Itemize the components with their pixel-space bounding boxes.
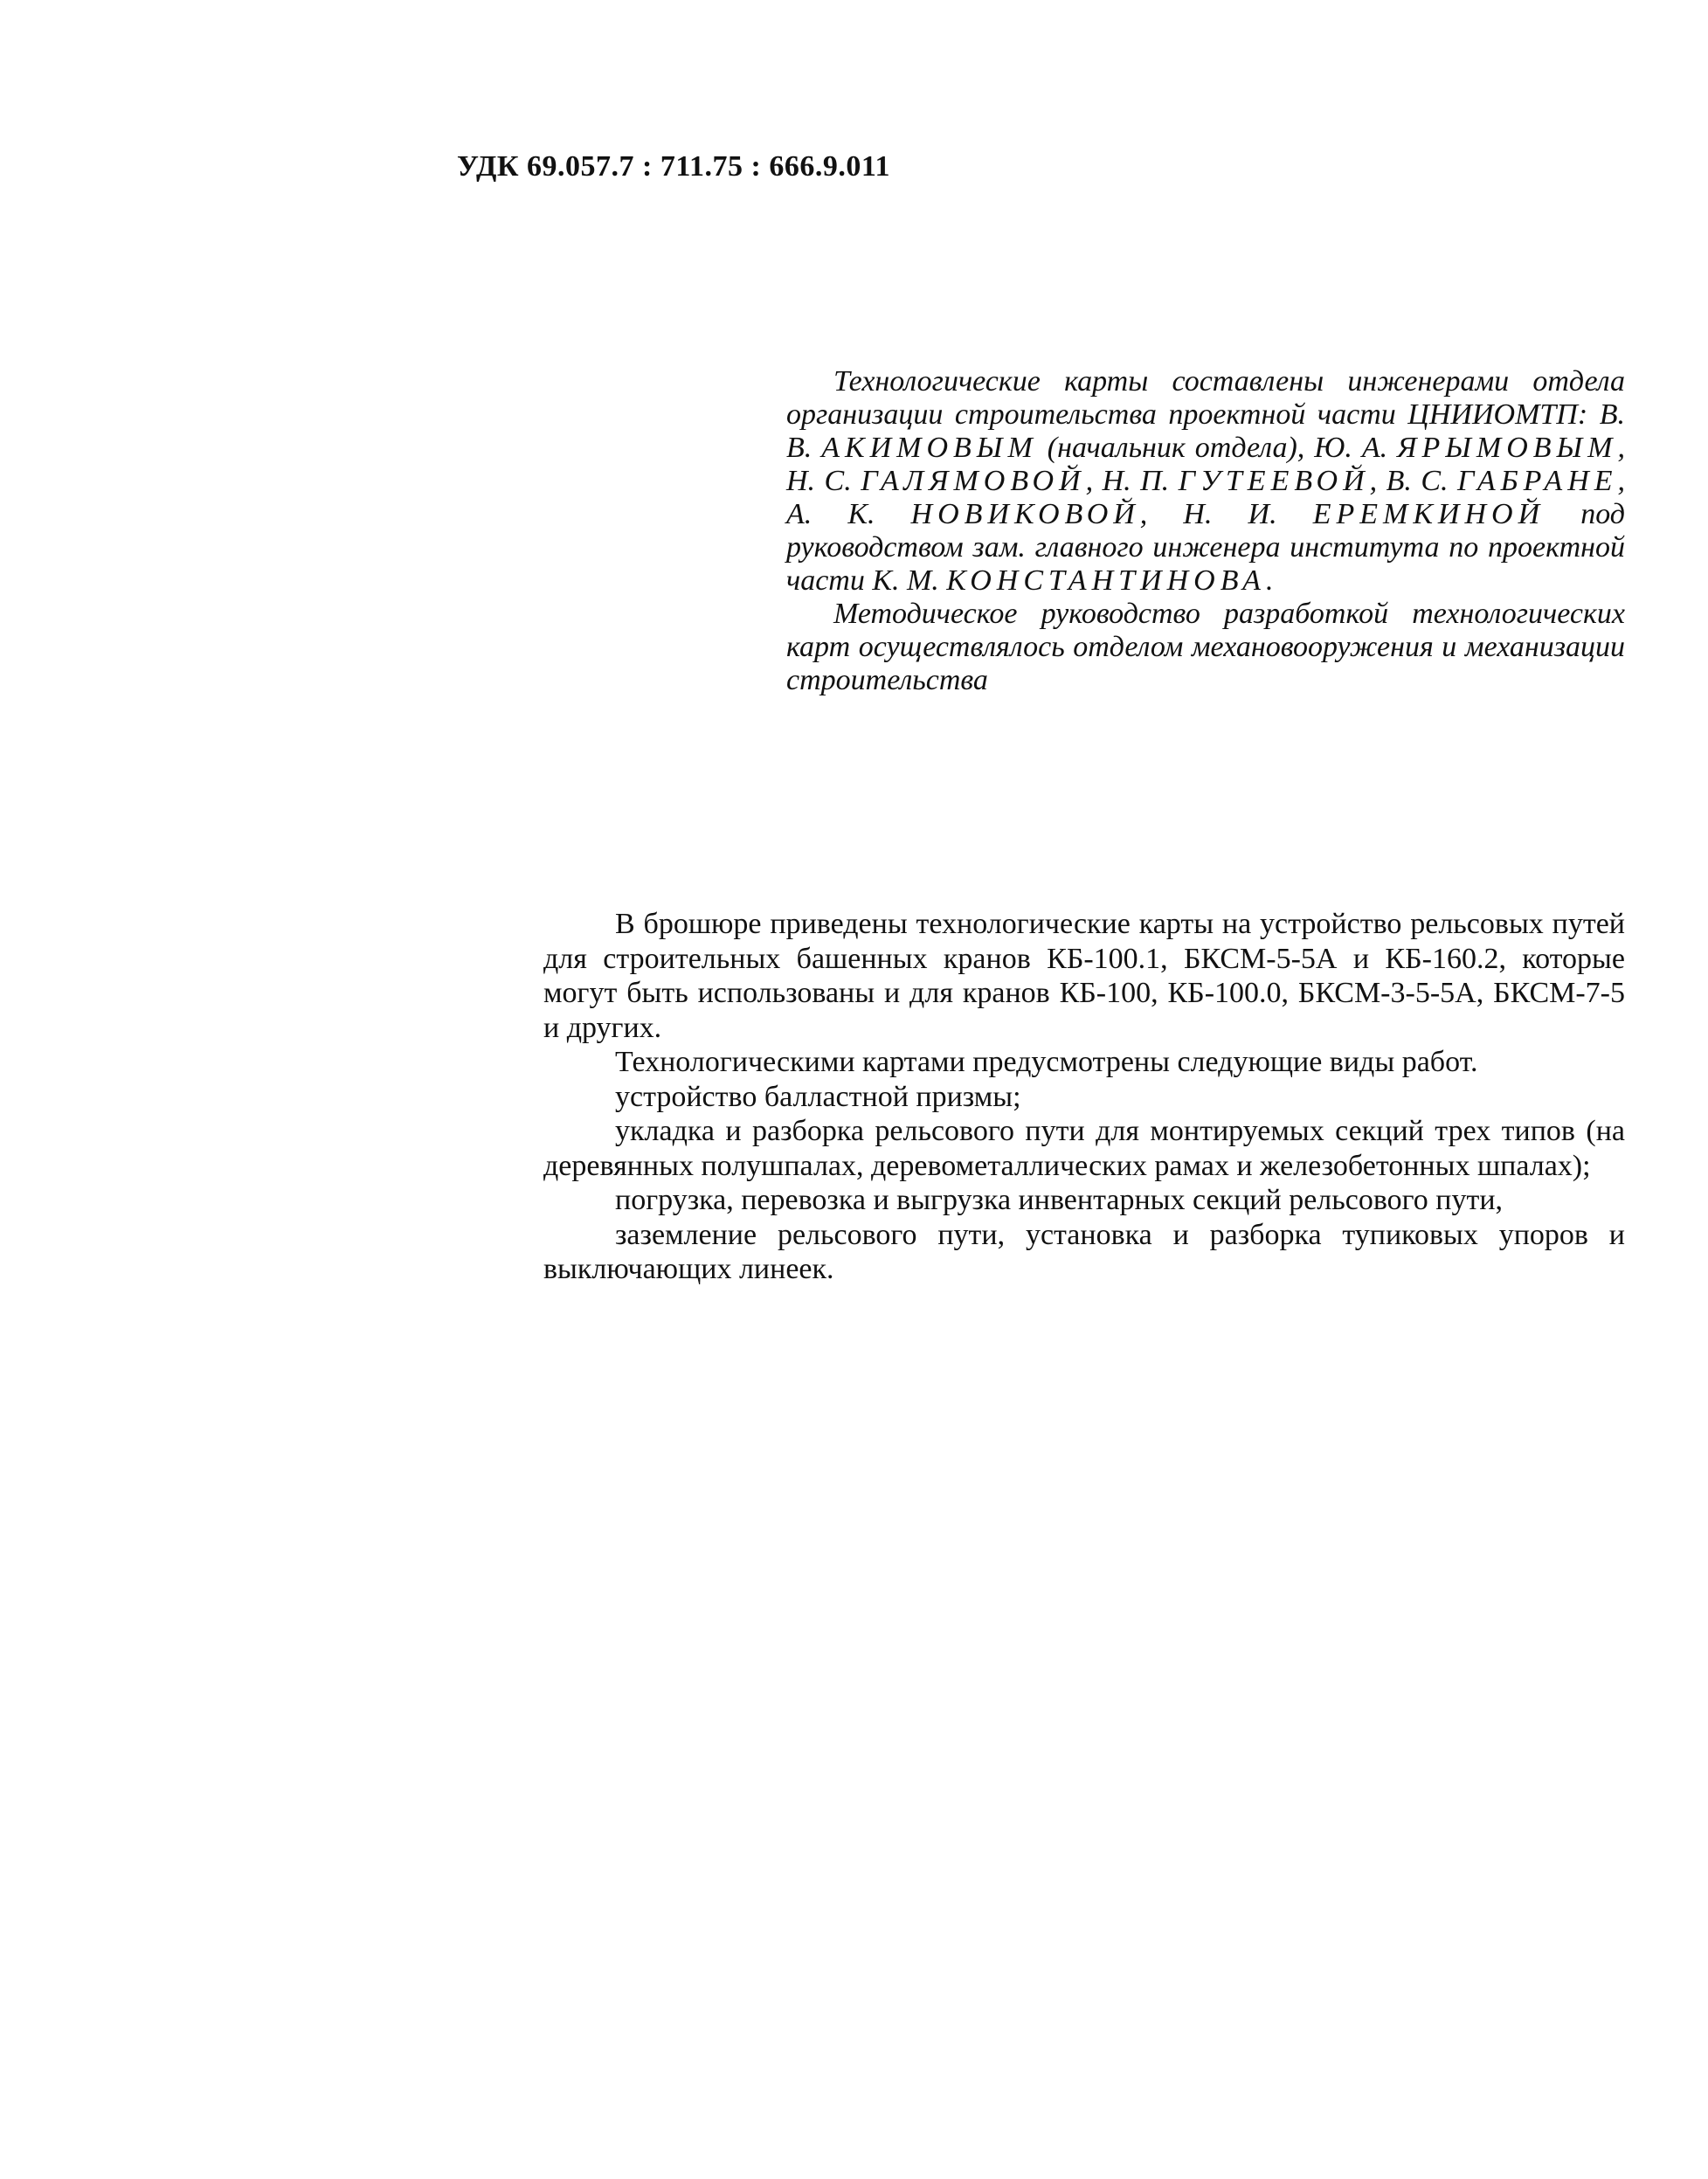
credits-text: Технологические карты составлены инженерами отдела организации строительства проектной части ЦНИИОМТП: В. В. — [786, 365, 1625, 464]
abstract-work-item: укладка и разборка рельсового пути для монтируемых секций трех типов (на деревянных полушпалах, деревометаллических рамах и железобетонных шпалах); — [543, 1115, 1625, 1182]
abstract-intro-paragraph: В брошюре приведены технологические карты на устройство рельсовых путей для строительных башенных кранов КБ-100.1, БКСМ-5-5А и КБ-160.2, которые могут быть использованы и для кранов КБ-100, КБ-100.0, БКСМ-3-5-5А, БКСМ-7-5 и других. — [543, 908, 1625, 1044]
credits-text: , Н. И. — [1139, 498, 1313, 530]
abstract-works-heading: Технологическими картами предусмотрены следующие виды работ. — [615, 1046, 1478, 1078]
credits-name: ЯРЫМОВЫМ — [1397, 432, 1618, 464]
credits-name: ГУТЕЕВОЙ — [1178, 465, 1370, 497]
credits-name: ЕРЕМКИНОЙ — [1312, 498, 1545, 530]
abstract-work-item: устройство балластной призмы; — [615, 1080, 1021, 1113]
credits-name: АКИМОВЫМ — [821, 432, 1038, 464]
credits-text: , А. К. — [786, 465, 1626, 530]
credits-name: НОВИКОВОЙ — [910, 498, 1140, 530]
abstract-work-item: погрузка, перевозка и выгрузка инвентарных секций рельсового пути, — [615, 1184, 1504, 1216]
credits-block — [786, 365, 1625, 697]
credits-name: КОНСТАНТИНОВА — [946, 564, 1266, 597]
credits-authors-paragraph — [786, 365, 1625, 598]
abstract-block — [543, 907, 1625, 1287]
udk-code: УДК 69.057.7 : 711.75 : 666.9.011 — [457, 150, 890, 183]
credits-text: под руководством зам. главного инженера института по проектной части К. М. — [786, 498, 1625, 597]
credits-text: , В. С. — [1369, 465, 1458, 497]
abstract-work-item: заземление рельсового пути, установка и разборка тупиковых упоров и выключающих линеек. — [543, 1218, 1625, 1285]
credits-methodology-paragraph: Методическое руководство разработкой технологических карт осуществлялось отделом механовооружения и механизации строительства — [786, 598, 1625, 696]
credits-name: ГАБРАНЕ — [1457, 465, 1618, 497]
credits-text: . — [1265, 564, 1274, 597]
credits-name: ГАЛЯМОВОЙ — [861, 465, 1086, 497]
credits-text: (начальник отдела), Ю. А. — [1037, 432, 1398, 464]
credits-text: , Н. С. — [786, 432, 1625, 497]
credits-text: , Н. П. — [1085, 465, 1179, 497]
